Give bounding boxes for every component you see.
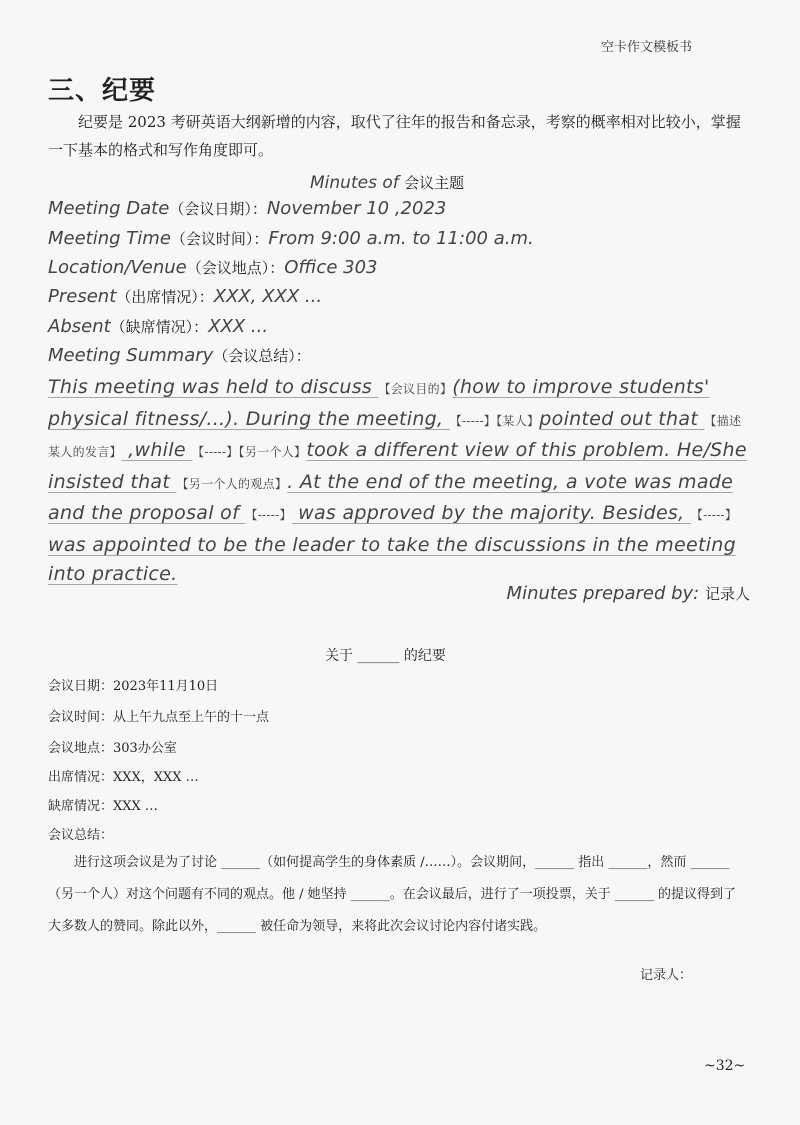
cn-line-location: 会议地点：303办公室 <box>48 741 177 756</box>
line-label-cn: （会议总结）： <box>213 347 311 365</box>
line-label-cn: （会议日期）： <box>169 200 267 218</box>
summary-text: ,while <box>121 439 193 461</box>
template-line-absent <box>48 316 268 337</box>
cn-line-time: 会议时间：从上午九点至上午的十一点 <box>48 710 270 725</box>
template-line-location <box>48 257 377 278</box>
placeholder-bracket: 【会议目的】 <box>378 382 453 396</box>
line-label-en: Meeting Summary <box>48 345 214 366</box>
line-label-en: Present <box>48 286 117 307</box>
cn-recorder: 记录人： <box>640 968 693 983</box>
summary-text: took a different view of this problem. He/She insisted that <box>48 439 747 493</box>
placeholder-bracket: 【-----】【另一个人】 <box>192 445 307 459</box>
cn-line-present: 出席情况：XXX，XXX … <box>48 770 199 785</box>
line-value: Office 303 <box>284 257 378 278</box>
summary-text: This meeting was held to discuss <box>48 376 379 398</box>
summary-text: was appointed to be the leader to take the discussions in the meeting into practice. <box>48 533 736 585</box>
line-label-en: Absent <box>48 316 111 337</box>
placeholder-bracket: 【-----】 <box>245 508 292 522</box>
template-title-en: Minutes of <box>310 173 399 193</box>
line-label-cn: （会议时间）： <box>170 230 269 248</box>
line-label-cn: （缺席情况）： <box>110 318 209 336</box>
line-label-cn: （会议地点）： <box>186 259 285 277</box>
line-label-cn: （出席情况）： <box>116 288 214 306</box>
line-value: XXX, XXX ... <box>213 286 323 307</box>
cn-line-absent: 缺席情况：XXX … <box>48 799 158 814</box>
book-title: 空卡作文模板书 <box>600 40 692 55</box>
placeholder-bracket: 【描述某人的发言】 <box>48 413 742 459</box>
template-title-cn: 会议主题 <box>404 174 465 192</box>
line-value: From 9:00 a.m. to 11:00 a.m. <box>268 228 534 249</box>
line-label-en: Meeting Date <box>48 198 170 219</box>
placeholder-bracket: 【-----】【某人】 <box>449 413 540 428</box>
line-label-en: Meeting Time <box>48 228 171 249</box>
template-line-time <box>48 228 534 249</box>
summary-text: . At the end of the meeting, a vote was made and the proposal of <box>48 470 734 524</box>
placeholder-bracket: 【-----】 <box>690 508 738 522</box>
template-summary-paragraph <box>48 373 748 590</box>
summary-text: (how to improve students' physical fitness/...). During the meeting, <box>48 376 710 430</box>
section-title: 三、纪要 <box>48 76 157 106</box>
template-line-date <box>48 198 446 219</box>
line-value: November 10 ,2023 <box>266 198 447 219</box>
cn-summary-paragraph: 进行这项会议是为了讨论 ______（如何提高学生的身体素质 /……）。会议期间，______ 指出 ______，然而 ______（另一个人）对这个问题有不同的观点。他 / 她坚持 ______。在会议最后，进行了一项投票，关于 ______ 的提议得到了大多数人的赞同。除此以外，______ 被任命为领导，来将此次会议讨论内容付诸实践。 <box>48 855 737 934</box>
cn-minutes-title: 关于 ______ 的纪要 <box>325 648 446 664</box>
prepared-by-label: Minutes prepared by: <box>506 583 700 604</box>
section-intro: 纪要是 2023 考研英语大纲新增的内容，取代了往年的报告和备忘录，考察的概率相对比较小，掌握一下基本的格式和写作角度即可。 <box>48 113 741 159</box>
cn-line-date: 会议日期：2023年11月10日 <box>48 679 219 694</box>
summary-text: was approved by the majority. Besides, <box>291 502 691 524</box>
prepared-by <box>507 583 750 604</box>
template-title <box>310 172 464 193</box>
placeholder-bracket: 【另一个人的观点】 <box>176 476 288 491</box>
line-value: XXX ... <box>208 316 269 337</box>
summary-text: pointed out that <box>539 407 705 430</box>
cn-line-summary: 会议总结： <box>48 828 114 843</box>
line-label-en: Location/Venue <box>48 257 187 278</box>
page-number: ~32~ <box>704 1058 746 1074</box>
prepared-by-cn: 记录人 <box>704 585 750 603</box>
template-line-present <box>48 286 322 307</box>
template-line-summary-label <box>48 345 311 366</box>
